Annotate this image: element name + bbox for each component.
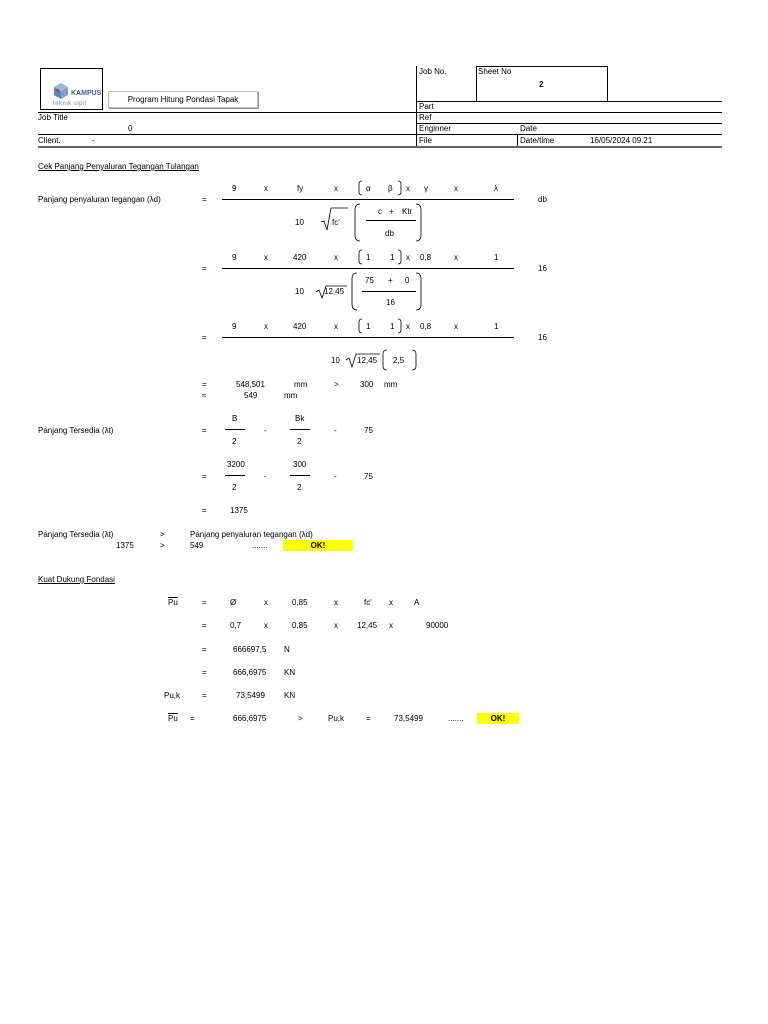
- beta-value: 1: [390, 322, 395, 331]
- area-symbol: A: [414, 598, 420, 607]
- file-label: File: [419, 136, 432, 145]
- num-9: 9: [232, 322, 237, 331]
- phi-symbol: Ø: [230, 598, 237, 607]
- ld-rounded: 549: [244, 391, 258, 400]
- fy-symbol: fy: [297, 184, 304, 193]
- times: x: [454, 322, 458, 331]
- pu-value: 666,6975: [233, 714, 267, 723]
- denom-10: 10: [295, 287, 304, 296]
- times: x: [264, 598, 268, 607]
- times: x: [264, 184, 268, 193]
- times: x: [454, 184, 458, 193]
- eq-sign: =: [190, 714, 195, 723]
- sheet-no-value: 2: [539, 80, 544, 89]
- gamma-value: 0,8: [420, 253, 432, 262]
- Bk-value: 300: [293, 460, 307, 469]
- lambda-value: 1: [494, 322, 499, 331]
- job-title-value: 0: [128, 124, 133, 133]
- denom-10: 10: [331, 356, 340, 365]
- unit: KN: [284, 668, 296, 677]
- divisor: 2: [297, 437, 302, 446]
- eq-sign: =: [202, 691, 207, 700]
- date-label: Date: [520, 124, 537, 133]
- client-value: -: [92, 136, 95, 145]
- datetime-value: 16/05/2024 09.21: [590, 136, 653, 145]
- lt-label: Panjang Tersedia (λt): [38, 426, 114, 435]
- times: x: [334, 598, 338, 607]
- c-symbol: c: [378, 207, 382, 216]
- ok-status-badge: OK!: [283, 540, 353, 551]
- puk-symbol: Pu,k: [164, 691, 181, 700]
- coef: 0,85: [292, 621, 308, 630]
- math-brackets: [0, 0, 768, 400]
- fc-value: 12,45: [357, 356, 378, 365]
- times: x: [334, 253, 338, 262]
- datetime-label: Date/time: [520, 136, 555, 145]
- dots: .......: [252, 541, 268, 550]
- fraction-bar: [225, 475, 245, 476]
- plus: +: [388, 276, 393, 285]
- gamma-value: 0,8: [420, 322, 432, 331]
- program-title-button[interactable]: Program Hitung Pondasi Tapak: [108, 91, 258, 108]
- gt: >: [160, 541, 165, 550]
- ref-label: Ref: [419, 113, 432, 122]
- B-value: 3200: [227, 460, 245, 469]
- times: x: [264, 322, 268, 331]
- ktr-symbol: Ktr: [402, 207, 413, 216]
- alpha-symbol: α: [366, 184, 371, 193]
- B-symbol: B: [232, 414, 238, 423]
- alpha-value: 1: [366, 253, 371, 262]
- pu-n: 666697,5: [233, 645, 267, 654]
- dots: .......: [448, 714, 464, 723]
- compare-left-label: Panjang Tersedia (λt): [38, 530, 114, 539]
- eq-sign: =: [202, 264, 207, 273]
- section-heading: Kuat Dukung Fondasi: [38, 575, 115, 584]
- fraction-bar: [290, 475, 310, 476]
- divisor: 2: [232, 483, 237, 492]
- unit: mm: [384, 380, 398, 389]
- beta-symbol: β: [388, 184, 393, 193]
- unit: mm: [294, 380, 308, 389]
- db-symbol: db: [385, 229, 394, 238]
- approx-sign: ≈: [202, 391, 207, 400]
- eq-sign: =: [202, 472, 207, 481]
- times: x: [389, 598, 393, 607]
- engineer-label: Enginner: [419, 124, 452, 133]
- eq-sign: =: [202, 598, 207, 607]
- eq-sign: =: [202, 645, 207, 654]
- lambda-value: 1: [494, 253, 499, 262]
- eq-sign: =: [202, 621, 207, 630]
- area-value: 90000: [426, 621, 449, 630]
- eq-sign: =: [202, 333, 207, 342]
- times: x: [406, 184, 410, 193]
- client-label: Client.: [38, 136, 61, 145]
- cover-value: 75: [364, 426, 373, 435]
- eq-sign: =: [202, 426, 207, 435]
- compare-left-value: 1375: [116, 541, 134, 550]
- eq-sign: =: [202, 668, 207, 677]
- lambda-symbol: λ: [494, 184, 498, 193]
- alpha-value: 1: [366, 322, 371, 331]
- db-right: 16: [538, 264, 547, 273]
- gt: >: [298, 714, 303, 723]
- compare-right-label: Panjang penyaluran tegangan (λd): [190, 530, 313, 539]
- ktr-value: 0: [405, 276, 410, 285]
- divisor: 2: [297, 483, 302, 492]
- unit: N: [284, 645, 290, 654]
- pu-symbol: $\overline{Pu}$: [168, 714, 178, 723]
- times: x: [389, 621, 393, 630]
- fc-symbol: fc': [332, 218, 340, 227]
- ld-label: Panjang penyaluran tegangan (λd): [38, 195, 161, 204]
- puk-value: 73,5499: [394, 714, 423, 723]
- eq-sign: =: [202, 380, 207, 389]
- db-right: 16: [538, 333, 547, 342]
- num-9: 9: [232, 253, 237, 262]
- section-heading: Cek Panjang Penyaluran Tegangan Tulangan: [38, 162, 199, 171]
- gt: >: [160, 530, 165, 539]
- unit: mm: [284, 391, 298, 400]
- times: x: [264, 253, 268, 262]
- fraction-bar: [225, 429, 245, 430]
- minus: -: [334, 472, 337, 481]
- logo-subtext: teknik sipil: [53, 101, 87, 107]
- plus: +: [389, 207, 394, 216]
- c-value: 75: [365, 276, 374, 285]
- fy-value: 420: [293, 322, 307, 331]
- db-right: db: [538, 195, 547, 204]
- denom-10: 10: [295, 218, 304, 227]
- beta-value: 1: [390, 253, 395, 262]
- ld-result: 548,501: [236, 380, 265, 389]
- eq-sign: =: [202, 195, 207, 204]
- times: x: [264, 621, 268, 630]
- min-length: 300: [360, 380, 374, 389]
- compare-right-value: 549: [190, 541, 204, 550]
- fc-value: 12,45: [324, 287, 345, 296]
- times: x: [406, 253, 410, 262]
- ratio-value: 2,5: [393, 356, 405, 365]
- num-9: 9: [232, 184, 237, 193]
- fc-symbol: fc': [364, 598, 372, 607]
- times: x: [334, 621, 338, 630]
- fy-value: 420: [293, 253, 307, 262]
- db-value: 16: [386, 298, 395, 307]
- times: x: [334, 322, 338, 331]
- times: x: [454, 253, 458, 262]
- gamma-symbol: γ: [424, 184, 428, 193]
- times: x: [334, 184, 338, 193]
- times: x: [406, 322, 410, 331]
- coef: 0,85: [292, 598, 308, 607]
- phi-value: 0,7: [230, 621, 242, 630]
- part-label: Part: [419, 102, 434, 111]
- minus: -: [334, 426, 337, 435]
- puk-value: 73,5499: [236, 691, 265, 700]
- unit: KN: [284, 691, 296, 700]
- job-title-label: Job Title: [38, 113, 68, 122]
- puk-symbol: Pu,k: [328, 714, 345, 723]
- fraction-bar: [290, 429, 310, 430]
- eq-sign: =: [366, 714, 371, 723]
- divisor: 2: [232, 437, 237, 446]
- pu-symbol: $\overline{Pu}$: [168, 598, 178, 607]
- logo-text: KAMPUS: [71, 90, 102, 97]
- gt: >: [334, 380, 339, 389]
- sheet-no-label: Sheet No: [478, 67, 512, 76]
- lt-result: 1375: [230, 506, 248, 515]
- minus: -: [264, 472, 267, 481]
- job-no-label: Job No.: [419, 67, 447, 76]
- fc-value: 12,45: [357, 621, 378, 630]
- Bk-symbol: Bk: [295, 414, 305, 423]
- ok-status-badge: OK!: [477, 713, 519, 724]
- minus: -: [264, 426, 267, 435]
- eq-sign: =: [202, 506, 207, 515]
- cover-value: 75: [364, 472, 373, 481]
- pu-kn: 666,6975: [233, 668, 267, 677]
